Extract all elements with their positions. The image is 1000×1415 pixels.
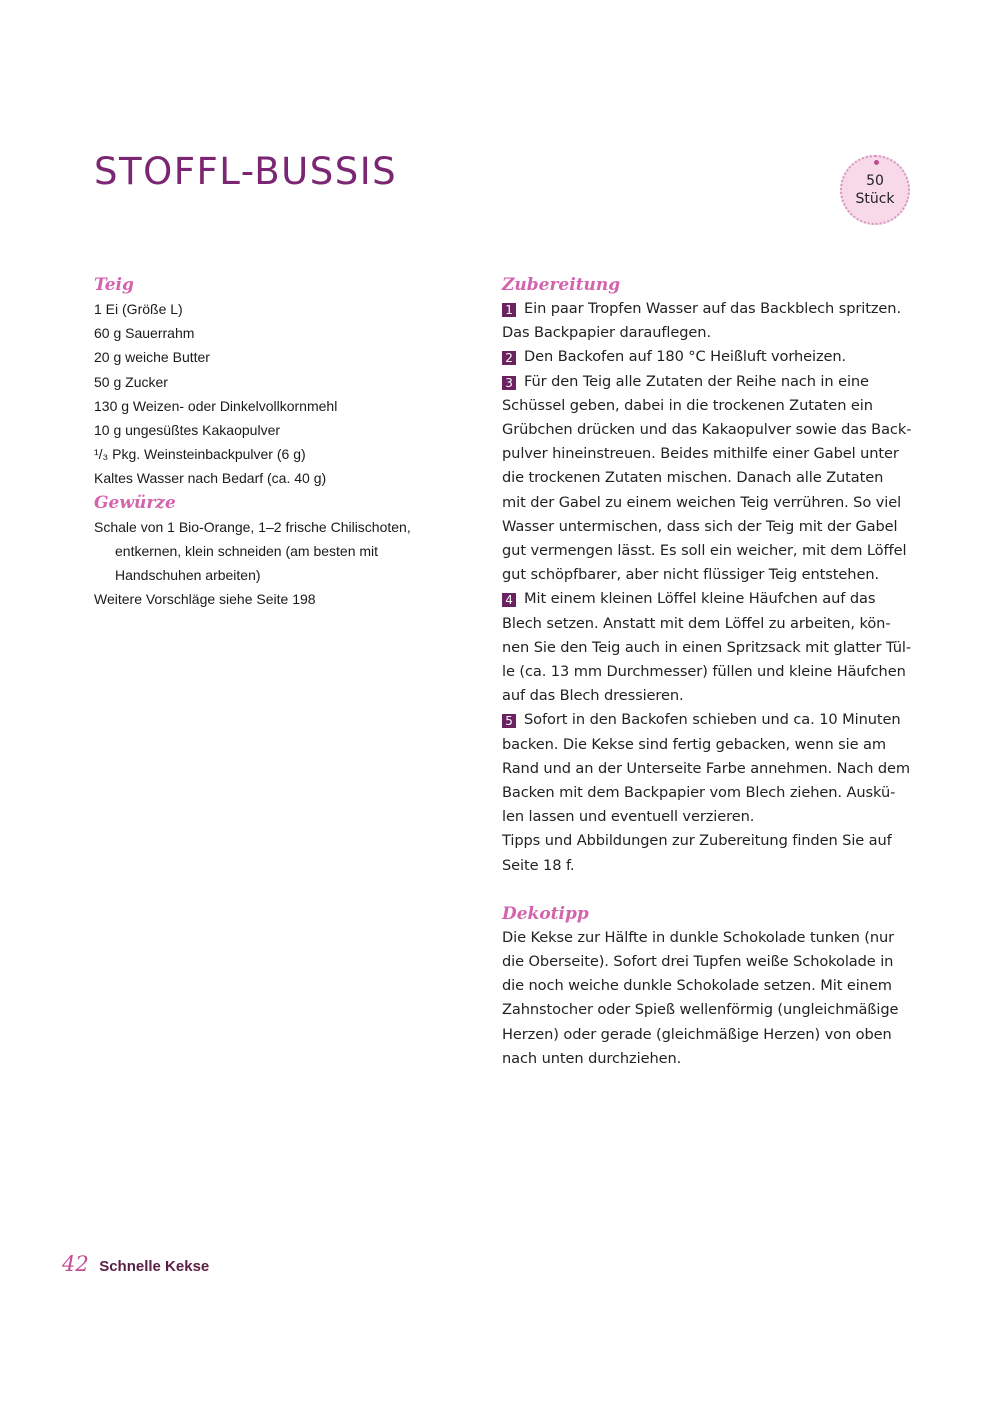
step-line: 3 Für den Teig alle Zutaten der Reihe nach in eine [502, 370, 914, 394]
section-gap [502, 878, 914, 902]
dekotipp-line: Herzen) oder gerade (gleichmäßige Herzen) von oben [502, 1025, 892, 1043]
step-line: Schüssel geben, dabei in die trockenen Zutaten ein [502, 396, 873, 414]
step-line: Backen mit dem Backpapier vom Blech ziehen. Auskü- [502, 784, 896, 802]
dekotipp-line: die noch weiche dunkle Schokolade setzen. Mit einem [502, 977, 892, 995]
recipe-title: STOFFL-BUSSIS [94, 150, 398, 193]
step-line: Blech setzen. Anstatt mit dem Löffel zu arbeiten, kön- [502, 614, 891, 632]
step-number-2: 2 [502, 351, 516, 365]
step-line: Wasser untermischen, dass sich der Teig mit der Gabel [502, 517, 898, 535]
step-line: 1 Ein paar Tropfen Wasser auf das Backblech spritzen. [502, 297, 914, 321]
teig-heading: Teig [94, 275, 134, 295]
step-line: backen. Die Kekse sind fertig gebacken, wenn sie am [502, 735, 886, 753]
step-number-4: 4 [502, 593, 516, 607]
step-line: Rand und an der Unterseite Farbe annehmen. Nach dem [502, 759, 911, 777]
step-number-5: 5 [502, 714, 516, 728]
step-line: die trockenen Zutaten mischen. Danach alle Zutaten [502, 469, 884, 487]
section-name: Schnelle Kekse [99, 1258, 210, 1275]
step-line: Grübchen drücken und das Kakaopulver sowie das Back- [502, 421, 912, 439]
dekotipp-line: die Oberseite). Sofort drei Tupfen weiße Schokolade in [502, 953, 894, 971]
tips-line: Tipps und Abbildungen zur Zubereitung finden Sie auf [502, 832, 892, 850]
preparation-column [502, 273, 914, 1071]
ingredient-item: ¹/₃ Pkg. Weinsteinbackpulver (6 g) [94, 446, 306, 463]
ingredient-item: 20 g weiche Butter [94, 349, 210, 366]
step-line: le (ca. 13 mm Durchmesser) füllen und kleine Häufchen [502, 663, 906, 681]
ingredient-item: 130 g Weizen- oder Dinkelvollkornmehl [94, 397, 338, 414]
spice-line: Handschuhen arbeiten) [115, 567, 261, 584]
tips-line: Seite 18 f. [502, 856, 575, 874]
dekotipp-line: Zahnstocher oder Spieß wellenförmig (ungleichmäßige [502, 1001, 899, 1019]
page-number: 42 [62, 1252, 89, 1276]
step-line: 4 Mit einem kleinen Löffel kleine Häufchen auf das [502, 587, 914, 611]
step-line: mit der Gabel zu einem weichen Teig verrühren. So viel [502, 493, 902, 511]
step-line: gut schöpfbarer, aber nicht flüssiger Teig entstehen. [502, 566, 880, 584]
spice-line: Schale von 1 Bio-Orange, 1–2 frische Chilischoten, [94, 518, 411, 535]
dekotipp-line: Die Kekse zur Hälfte in dunkle Schokolade tunken (nur [502, 928, 895, 946]
step-line: 5 Sofort in den Backofen schieben und ca. 10 Minuten [502, 708, 914, 732]
step-line: pulver hineinstreuen. Beides mithilfe einer Gabel unter [502, 445, 899, 463]
step-line: 2 Den Backofen auf 180 °C Heißluft vorheizen. [502, 345, 914, 369]
yield-unit: Stück [855, 191, 895, 207]
step-number-1: 1 [502, 303, 516, 317]
gewuerze-heading: Gewürze [94, 492, 176, 513]
yield-badge [840, 155, 910, 225]
step-line: nen Sie den Teig auch in einen Spritzsack mit glatter Tül- [502, 638, 912, 656]
ingredient-item: Kaltes Wasser nach Bedarf (ca. 40 g) [94, 470, 327, 487]
ingredient-item: 50 g Zucker [94, 373, 168, 390]
zubereitung-heading: Zubereitung [502, 275, 621, 295]
ingredient-item: 60 g Sauerrahm [94, 325, 195, 342]
badge-dot-icon [874, 160, 879, 165]
ingredients-column [94, 273, 434, 611]
dekotipp-heading: Dekotipp [502, 903, 589, 924]
dekotipp-line: nach unten durchziehen. [502, 1049, 682, 1067]
ingredient-item: 1 Ei (Größe L) [94, 301, 183, 317]
step-line: gut vermengen lässt. Es soll ein weicher, mit dem Löffel [502, 542, 907, 560]
step-line: Das Backpapier darauflegen. [502, 324, 711, 342]
page-footer [62, 1252, 209, 1276]
step-line: len lassen und eventuell verzieren. [502, 808, 755, 826]
ingredient-item: 10 g ungesüßtes Kakaopulver [94, 422, 281, 439]
spice-line: entkernen, klein schneiden (am besten mit [115, 542, 379, 559]
step-line: auf das Blech dressieren. [502, 687, 684, 705]
step-number-3: 3 [502, 376, 516, 390]
yield-count: 50 [866, 173, 884, 189]
more-suggestions: Weitere Vorschläge siehe Seite 198 [94, 591, 316, 608]
